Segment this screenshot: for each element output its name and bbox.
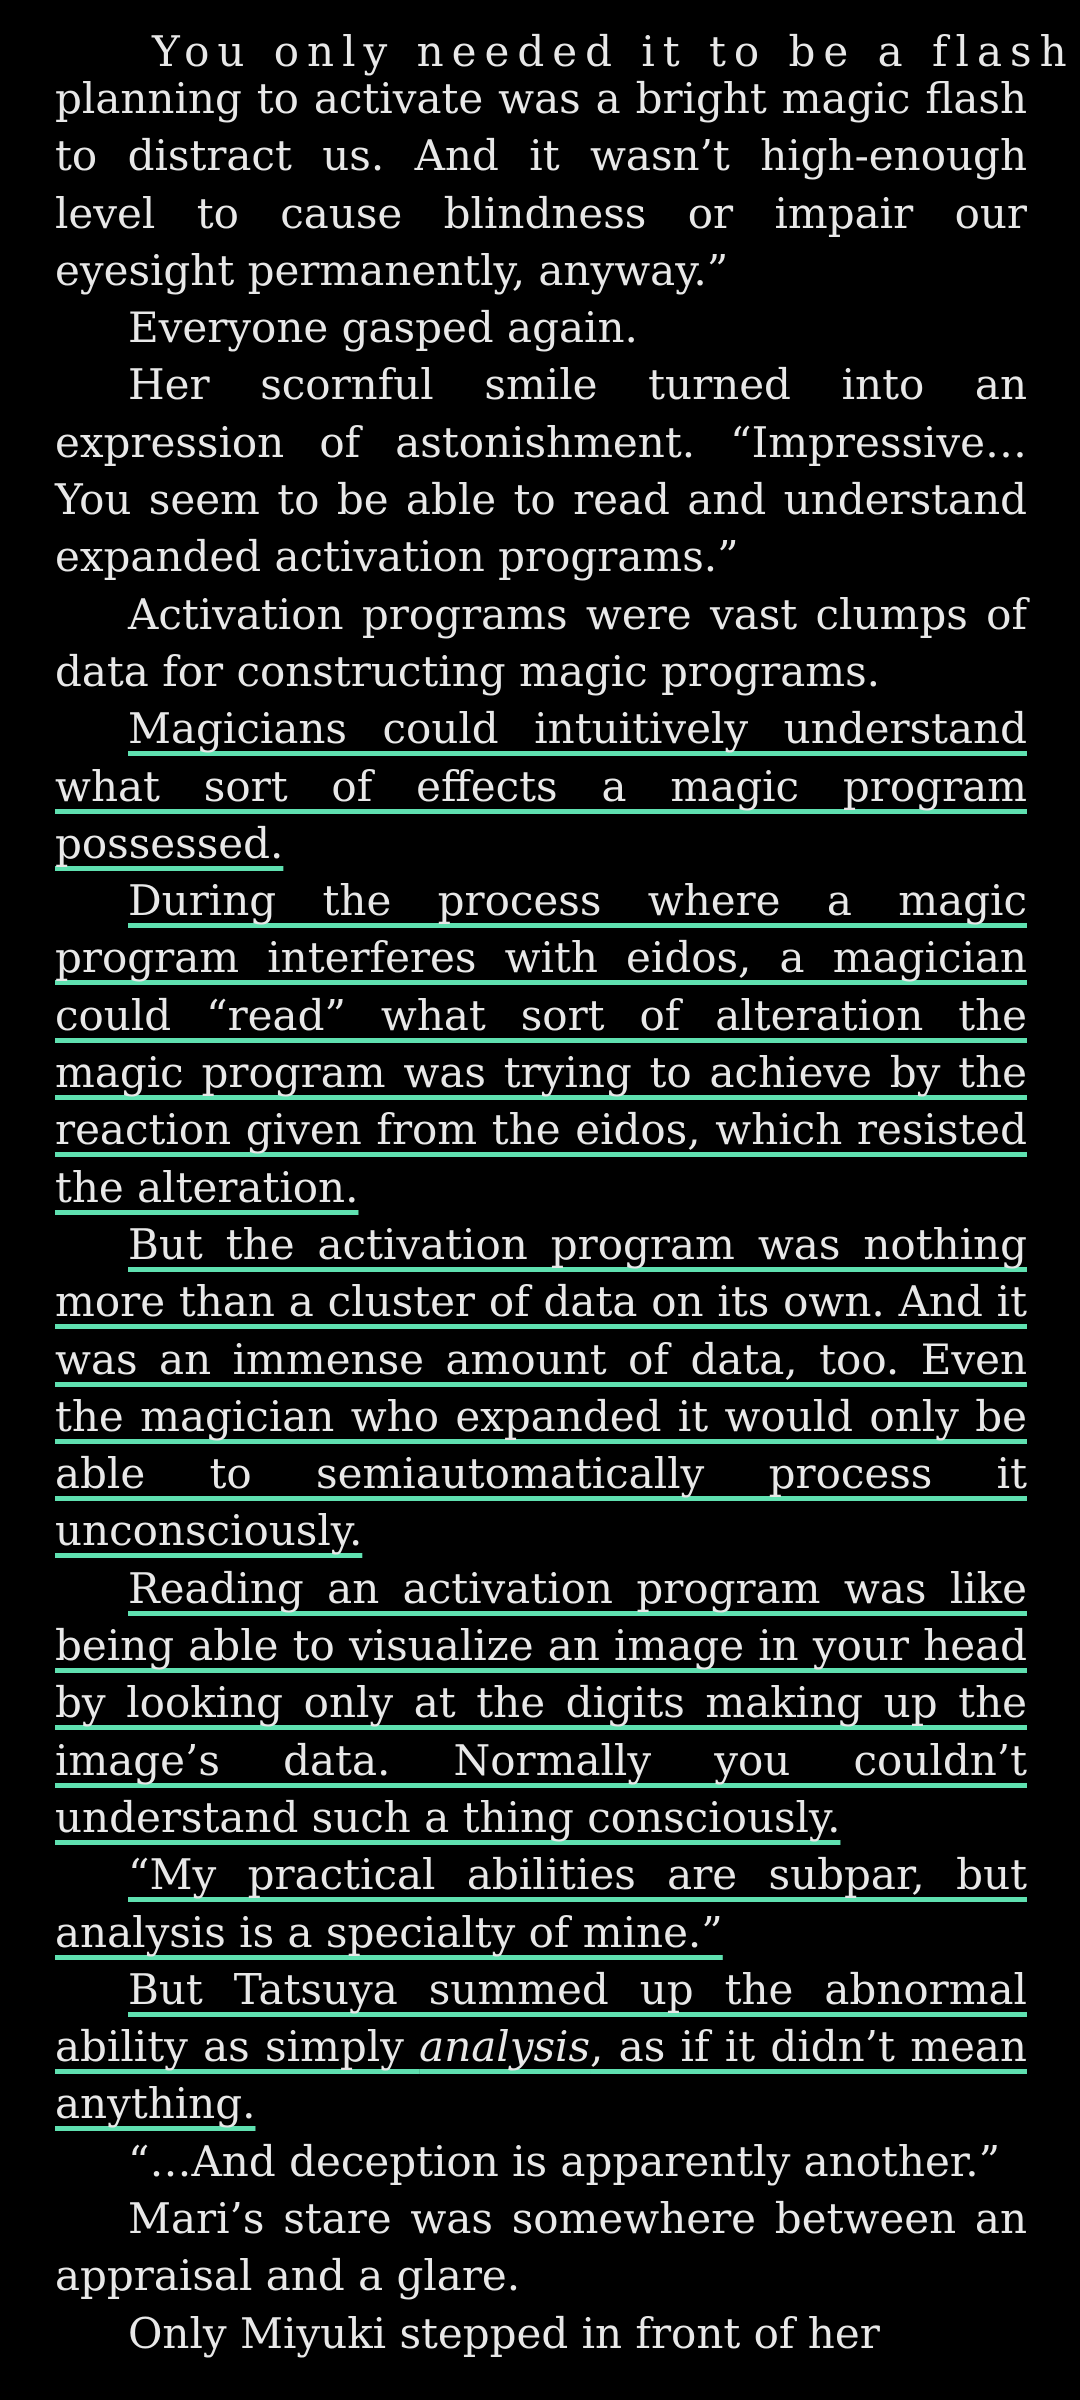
paragraph-10[interactable] xyxy=(55,1961,1027,2133)
paragraph-3[interactable]: Her scornful smile turned into an expression of astonishment. “Impressive… You seem to be able to read and understand expanded activation programs.” xyxy=(55,360,1027,582)
highlight-8[interactable]: Reading an activation program was like being able to visualize an image in your head by looking only at the digits making up the image’s data. Normally you couldn’t understand such a thing consciously. xyxy=(55,1563,1027,1842)
paragraph-5[interactable] xyxy=(55,700,1027,872)
paragraph-8[interactable] xyxy=(55,1560,1027,1846)
paragraph-9[interactable] xyxy=(55,1846,1027,1961)
paragraph-7[interactable] xyxy=(55,1216,1027,1560)
p10-emphasis: analysis xyxy=(419,2022,591,2072)
paragraph-4[interactable]: Activation programs were vast clumps of data for constructing magic programs. xyxy=(55,589,1027,696)
reader-page[interactable] xyxy=(55,26,1075,2362)
p10-after: , as if it didn’t mean anything. xyxy=(55,2022,1027,2129)
paragraph-2[interactable]: Everyone gasped again. xyxy=(128,303,638,353)
paragraph-6[interactable] xyxy=(55,872,1027,1216)
clipped-top-line-text: You only needed it to be a flash xyxy=(152,26,1075,76)
highlight-10[interactable] xyxy=(55,1965,1027,2129)
highlight-5[interactable]: Magicians could intuitively understand what sort of effects a magic program possessed. xyxy=(55,704,1027,868)
clipped-top-line xyxy=(152,26,1075,76)
p10-before: But Tatsuya summed up the abnormal ability as simply xyxy=(55,1964,1027,2072)
paragraph-12[interactable]: Mari’s stare was somewhere between an appraisal and a glare. xyxy=(55,2193,1027,2301)
highlight-6[interactable]: During the process where a magic program interferes with eidos, a magician could “read” what sort of alteration the magic program was trying to achieve by the reaction given from the eidos, which resisted the alteration. xyxy=(55,876,1027,1212)
highlight-9[interactable]: “My practical abilities are subpar, but analysis is a specialty of mine.” xyxy=(55,1850,1027,1957)
paragraph-1[interactable]: planning to activate was a bright magic flash to distract us. And it wasn’t high-enough level to cause blindness or impair our eyesight permanently, anyway.” xyxy=(55,74,1027,295)
paragraph-11[interactable]: “…And deception is apparently another.” xyxy=(128,2136,1001,2186)
highlight-7[interactable]: But the activation program was nothing more than a cluster of data on its own. And it was an immense amount of data, too. Even the magician who expanded it would only be able to semiautomatically process it unconsciously. xyxy=(55,1219,1027,1556)
paragraph-13[interactable]: Only Miyuki stepped in front of her xyxy=(128,2308,880,2358)
